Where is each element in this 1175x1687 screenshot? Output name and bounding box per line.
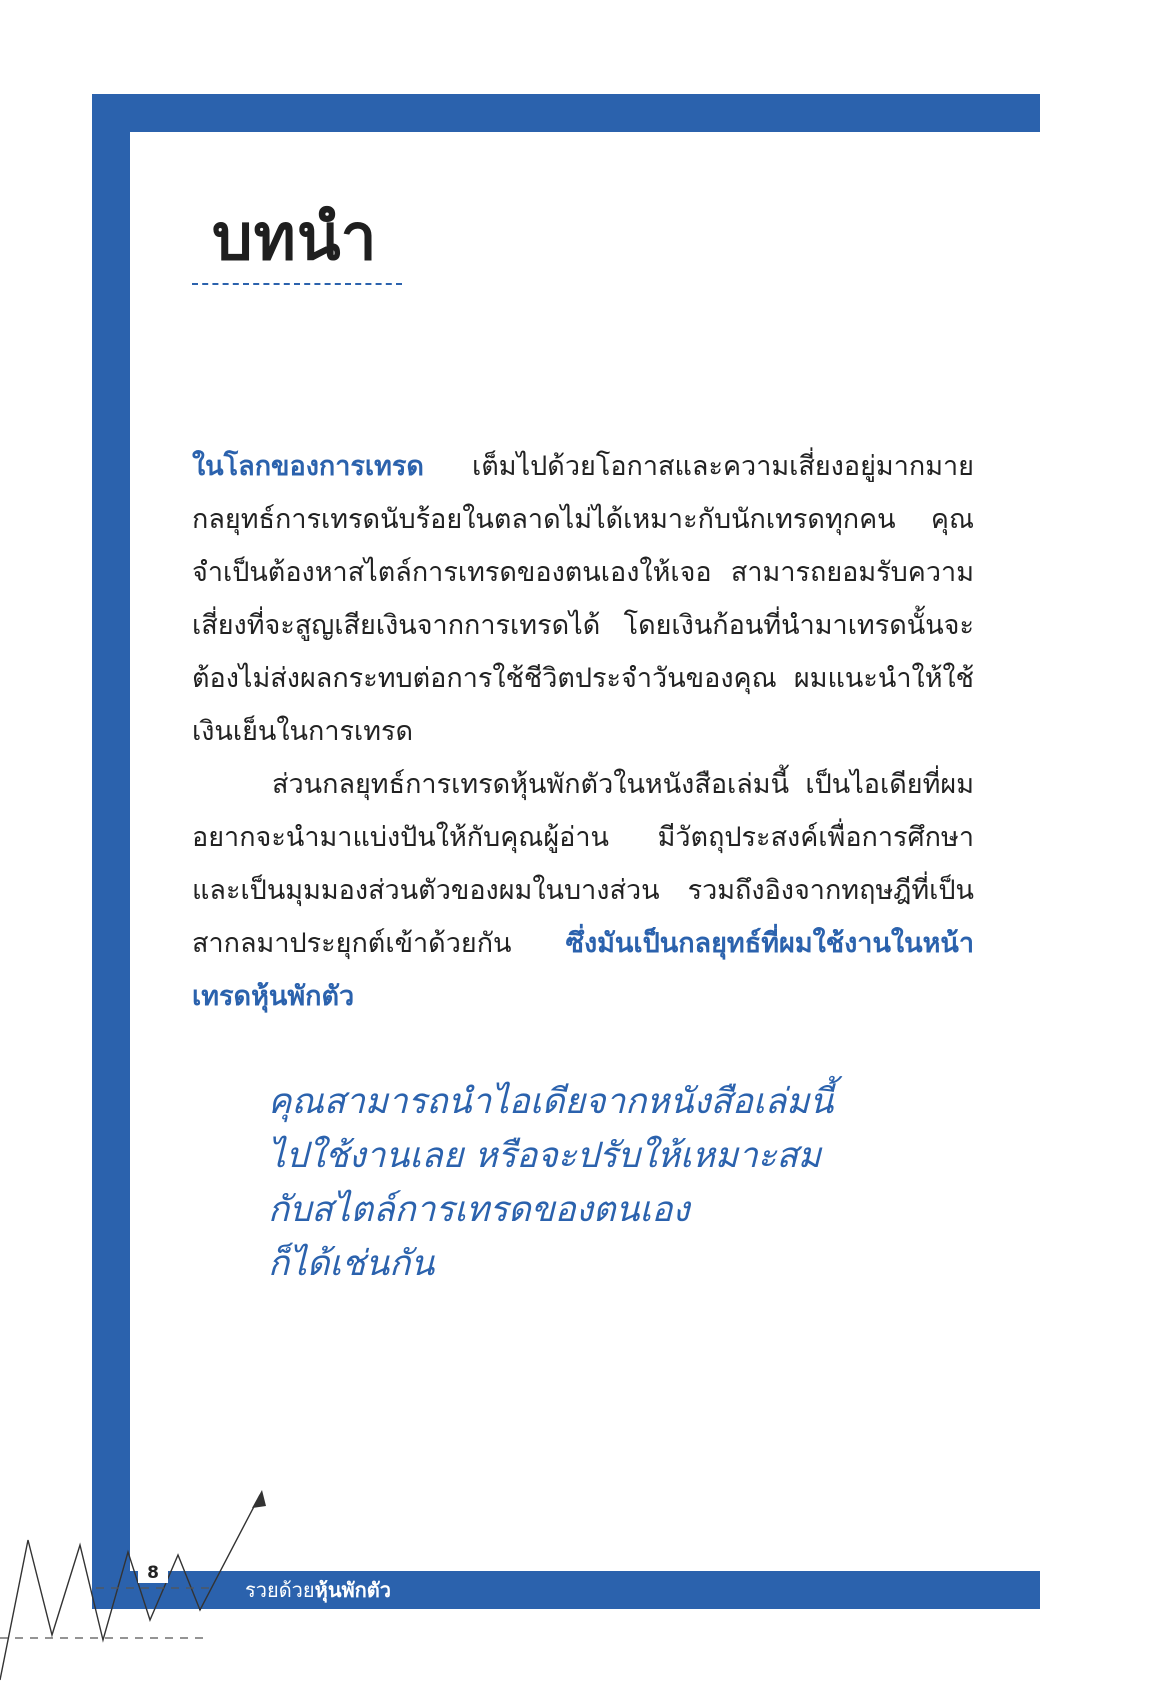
frame-left-bar — [92, 94, 130, 1609]
footer-book-title-prefix: รวยด้วย — [245, 1578, 315, 1602]
paragraph-1-text: เต็มไปด้วยโอกาสและความเสี่ยงอยู่มากมาย กลยุทธ์การเทรดนับร้อยในตลาดไม่ได้เหมาะกับนักเทรดทุกคน คุณจำเป็นต้องหาสไตล์การเทรดของตนเองให้เจอ สามารถยอมรับความเสี่ยงที่จะสูญเสียเงินจากการเทรดได้ โดยเงินก้อนที่นำมาเทรดนั้นจะต้องไม่ส่งผลกระทบต่อการใช้ชีวิตประจำวันของคุณ ผมแนะนำให้ใช้เงินเย็นในการเทรด — [192, 451, 974, 747]
paragraph-1-highlight: ในโลกของการเทรด — [192, 451, 424, 482]
footer-book-title — [245, 1575, 391, 1605]
paragraph-2-highlight: ซึ่งมันเป็นกลยุทธ์ที่ผมใช้งานในหน้าเทรดหุ้นพักตัว — [192, 928, 974, 1012]
paragraph-1 — [192, 440, 974, 758]
body-text — [192, 440, 974, 1023]
pull-quote — [268, 1075, 928, 1291]
quote-line: กับสไตล์การเทรดของตนเอง — [268, 1190, 690, 1230]
title-dashed-underline — [192, 283, 402, 285]
frame-top-bar — [92, 94, 1040, 132]
quote-line: ไปใช้งานเลย หรือจะปรับให้เหมาะสม — [268, 1136, 821, 1176]
quote-line: คุณสามารถนำไอเดียจากหนังสือเล่มนี้ — [268, 1082, 834, 1122]
footer-book-title-bold: หุ้นพักตัว — [314, 1578, 392, 1602]
quote-line: ก็ได้เช่นกัน — [268, 1244, 435, 1284]
paragraph-2 — [192, 758, 974, 1023]
zigzag-arrow-decoration — [0, 1480, 280, 1687]
paragraph-2-text: ส่วนกลยุทธ์การเทรดหุ้นพักตัวในหนังสือเล่มนี้ เป็นไอเดียที่ผมอยากจะนำมาแบ่งปันให้กับคุณผู้อ่าน มีวัตถุประสงค์เพื่อการศึกษาและเป็นมุมมองส่วนตัวของผมในบางส่วน รวมถึงอิงจากทฤษฎีที่เป็นสากลมาประยุกต์เข้าด้วยกัน — [192, 769, 974, 959]
page-number: 8 — [138, 1563, 168, 1583]
page-title: บทนำ — [212, 201, 378, 275]
